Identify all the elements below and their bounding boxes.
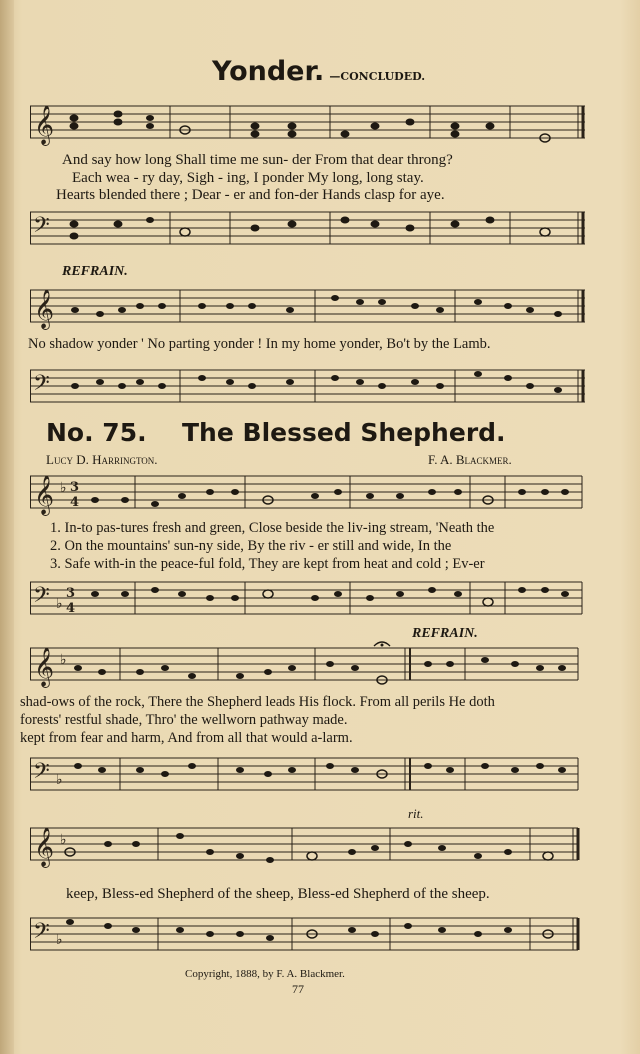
staff-bass-2 <box>30 574 590 626</box>
staff-bass-1 <box>30 204 590 256</box>
hymn-number: No. 75. <box>46 418 147 447</box>
svg-text:♭: ♭ <box>56 596 63 612</box>
shepherd-verse-3-a: 3. Safe with-in the peace-ful fold, They are kept from heat and cold ; Ev-er <box>50 556 485 572</box>
svg-text:3: 3 <box>66 586 76 601</box>
svg-text:♭: ♭ <box>60 832 67 848</box>
copyright-notice: Copyright, 1888, by F. A. Blackmer. <box>185 968 345 980</box>
svg-text:3: 3 <box>70 480 80 495</box>
yonder-refrain-label: REFRAIN. <box>62 264 128 279</box>
staff-treble-4 <box>30 820 590 872</box>
page-number: 77 <box>292 982 304 996</box>
staff-bass-4 <box>30 910 590 962</box>
svg-text:♭: ♭ <box>60 652 67 668</box>
yonder-refrain-lyric: No shadow yonder ' No parting yonder ! In my home yonder, Bo't by the Lamb. <box>28 336 491 352</box>
svg-text:𝄢: 𝄢 <box>33 759 50 789</box>
shepherd-verse-2-a: 2. On the mountains' sun-ny side, By the riv - er still and wide, In the <box>50 538 452 554</box>
svg-text:𝄞: 𝄞 <box>34 647 55 687</box>
hymn-title-blessed-shepherd: The Blessed Shepherd. <box>182 418 506 447</box>
svg-text:𝄢: 𝄢 <box>33 213 50 243</box>
ritardando-marking: rit. <box>408 806 424 821</box>
staff-treble-refrain <box>30 282 590 334</box>
shepherd-refrain-label: REFRAIN. <box>412 626 478 641</box>
hymn-title-yonder: Yonder. <box>212 56 325 87</box>
svg-text:4: 4 <box>66 601 76 616</box>
svg-text:𝄢: 𝄢 <box>33 919 50 949</box>
staff-bass-refrain <box>30 362 590 414</box>
staff-treble-3 <box>30 640 590 692</box>
shepherd-final-lyric: keep, Bless-ed Shepherd of the sheep, Bless-ed Shepherd of the sheep. <box>66 886 490 902</box>
staff-bass-3 <box>30 750 590 802</box>
svg-text:♭: ♭ <box>60 480 67 496</box>
staff-treble-1 <box>30 98 590 150</box>
yonder-lyric-line-1: And say how long Shall time me sun- der From that dear throng? <box>62 152 453 168</box>
svg-text:4: 4 <box>70 495 80 510</box>
shepherd-verse-3-b: kept from fear and harm, And from all that would a-larm. <box>20 730 353 746</box>
shepherd-verse-1-b: shad-ows of the rock, There the Shepherd leads His flock. From all perils He doth <box>20 694 495 710</box>
staff-treble-2 <box>30 468 590 520</box>
section-title-row <box>212 56 425 87</box>
svg-text:𝄞: 𝄞 <box>34 475 55 515</box>
svg-text:𝄞: 𝄞 <box>34 105 55 145</box>
svg-text:𝄞: 𝄞 <box>34 827 55 867</box>
page-binding-edge <box>0 0 14 1054</box>
composer-credit: F. A. Blackmer. <box>428 452 512 467</box>
yonder-lyric-line-2: Each wea - ry day, Sigh - ing, I ponder My long, long stay. <box>72 170 424 186</box>
svg-text:♭: ♭ <box>56 772 63 788</box>
shepherd-verse-2-b: forests' restful shade, Thro' the wellworn pathway made. <box>20 712 348 728</box>
shepherd-verse-1-a: 1. In-to pas-tures fresh and green, Close beside the liv-ing stream, 'Neath the <box>50 520 495 536</box>
hymn-subtitle: —CONCLUDED. <box>329 70 426 83</box>
yonder-lyric-line-3: Hearts blended there ; Dear - er and fon-der Hands clasp for aye. <box>56 187 445 203</box>
svg-text:♭: ♭ <box>56 932 63 948</box>
lyricist-credit: Lucy D. Harrington. <box>46 452 158 467</box>
svg-text:𝄢: 𝄢 <box>33 371 50 401</box>
svg-text:𝄞: 𝄞 <box>34 289 55 329</box>
svg-text:𝄢: 𝄢 <box>33 583 50 613</box>
